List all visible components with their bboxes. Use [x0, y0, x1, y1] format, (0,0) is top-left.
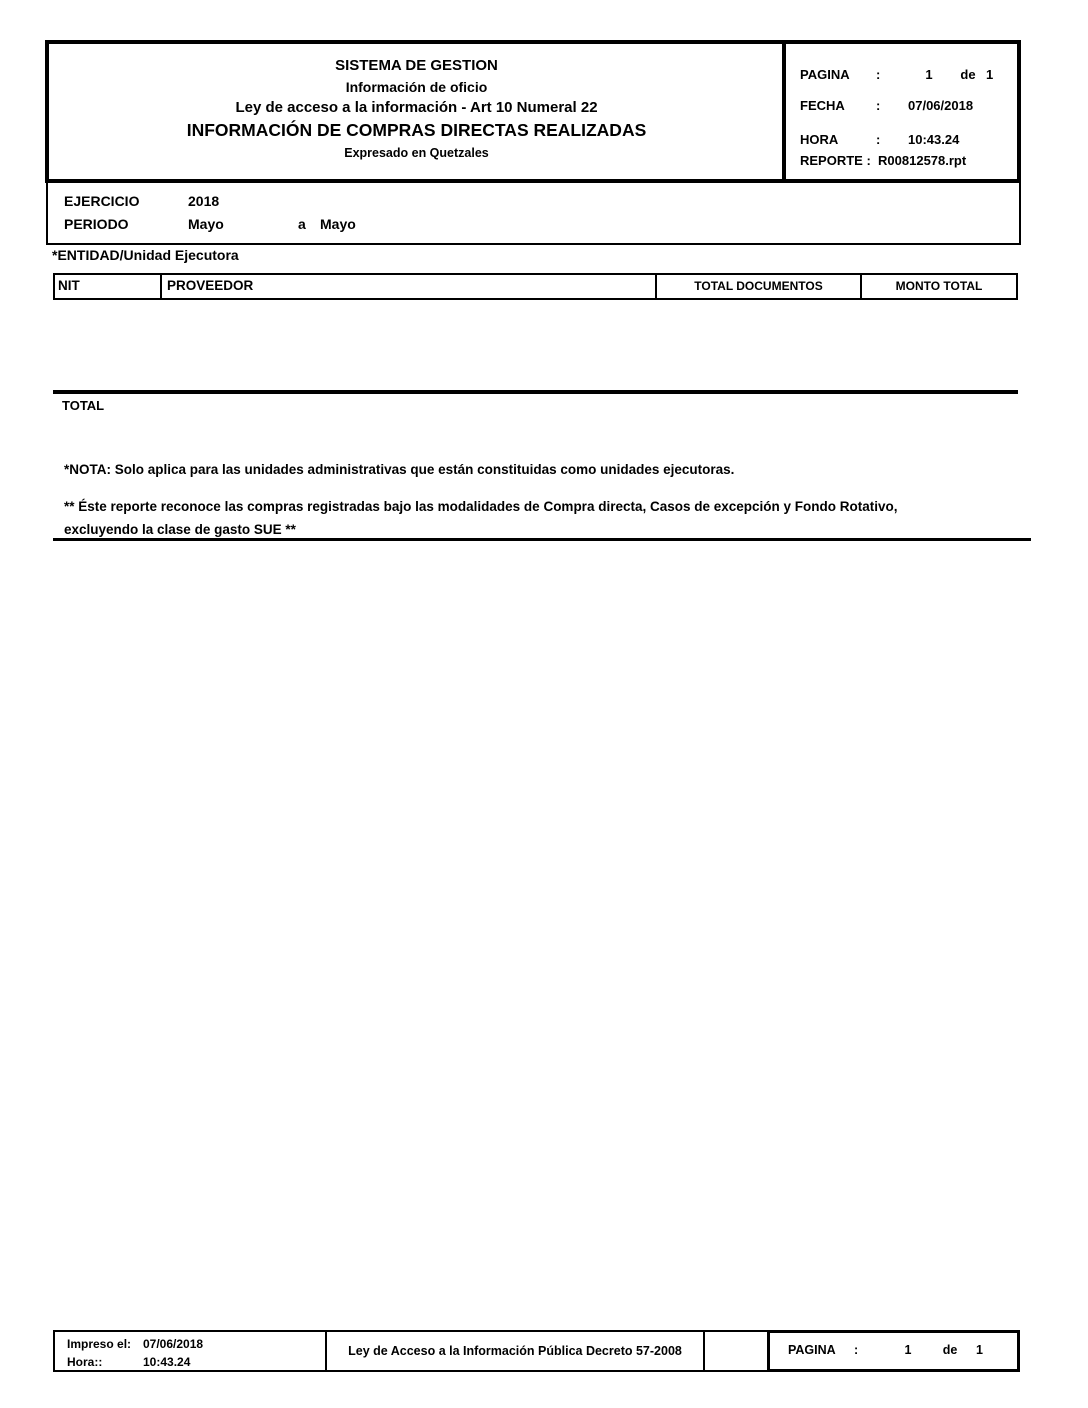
filter-box	[46, 183, 1021, 245]
footer-law-text: Ley de Acceso a la Información Pública Decreto 57-2008	[348, 1344, 682, 1358]
system-title: SISTEMA DE GESTION	[335, 57, 498, 74]
footer-pagina-de: de	[942, 1343, 958, 1357]
meta-hora-row	[800, 132, 1013, 147]
page-footer	[53, 1330, 1018, 1372]
footer-pagina-box	[767, 1330, 1020, 1372]
periodo-to: Mayo	[320, 216, 356, 232]
periodo-label: PERIODO	[64, 216, 129, 232]
footer-divider-right	[703, 1332, 705, 1370]
footer-hora-label: Hora::	[67, 1355, 103, 1369]
pagina-value: 1	[925, 67, 933, 82]
impreso-value: 07/06/2018	[143, 1337, 204, 1351]
hora-value: 10:43.24	[908, 132, 960, 147]
column-header-monto-total: MONTO TOTAL	[895, 279, 983, 293]
column-header-total-documentos: TOTAL DOCUMENTOS	[657, 275, 862, 298]
report-titles	[49, 44, 784, 179]
report-main-title: INFORMACIÓN DE COMPRAS DIRECTAS REALIZADAS	[186, 120, 647, 140]
meta-fecha-row	[800, 98, 1013, 113]
column-header-nit: NIT	[55, 275, 162, 298]
report-header-box	[45, 40, 1021, 183]
periodo-row	[64, 216, 356, 232]
ejercicio-row	[64, 193, 219, 209]
footer-pagina-separator: :	[854, 1343, 859, 1357]
meta-pagina-row	[800, 67, 1013, 82]
periodo-from: Mayo	[188, 216, 224, 232]
footer-pagina-label: PAGINA	[788, 1343, 836, 1357]
column-header-proveedor: PROVEEDOR	[162, 275, 657, 298]
hora-label: HORA	[800, 132, 839, 147]
subtitle-oficio: Información de oficio	[345, 79, 488, 95]
fecha-value: 07/06/2018	[908, 98, 974, 113]
total-label: TOTAL	[62, 398, 105, 413]
footer-divider-left	[325, 1332, 327, 1370]
fecha-label: FECHA	[800, 98, 845, 113]
footer-pagina-total: 1	[976, 1343, 983, 1357]
pagina-label: PAGINA	[800, 67, 850, 82]
subtitle-law: Ley de acceso a la información - Art 10 Numeral 22	[235, 99, 598, 116]
ejercicio-label: EJERCICIO	[64, 193, 140, 209]
notes-bottom-rule	[53, 538, 1031, 541]
footer-pagina-value: 1	[904, 1343, 912, 1357]
pagina-separator: :	[876, 67, 881, 82]
periodo-conjunction: a	[298, 216, 306, 232]
reporte-label: REPORTE :	[800, 153, 871, 168]
ejercicio-value: 2018	[188, 193, 220, 209]
entity-heading: *ENTIDAD/Unidad Ejecutora	[52, 247, 239, 263]
total-rule	[53, 390, 1018, 394]
meta-reporte-row	[800, 153, 1013, 168]
fecha-separator: :	[876, 98, 881, 113]
note-unidades-ejecutoras: *NOTA: Solo aplica para las unidades administrativas que están constituidas como unidades ejecutoras.	[64, 462, 735, 477]
pagina-total: 1	[986, 67, 994, 82]
table-header-row	[53, 273, 1018, 300]
reporte-value: R00812578.rpt	[878, 153, 967, 168]
footer-hora-value: 10:43.24	[143, 1355, 191, 1369]
impreso-label: Impreso el:	[67, 1337, 132, 1351]
currency-note: Expresado en Quetzales	[344, 146, 489, 160]
pagina-de: de	[960, 67, 976, 82]
report-meta-panel	[786, 44, 1017, 179]
hora-separator: :	[876, 132, 881, 147]
note-modalidades: ** Éste reporte reconoce las compras registradas bajo las modalidades de Compra directa, Casos de excepción y Fondo Rotativo, excluyendo la clase de gasto SUE **	[64, 499, 898, 537]
